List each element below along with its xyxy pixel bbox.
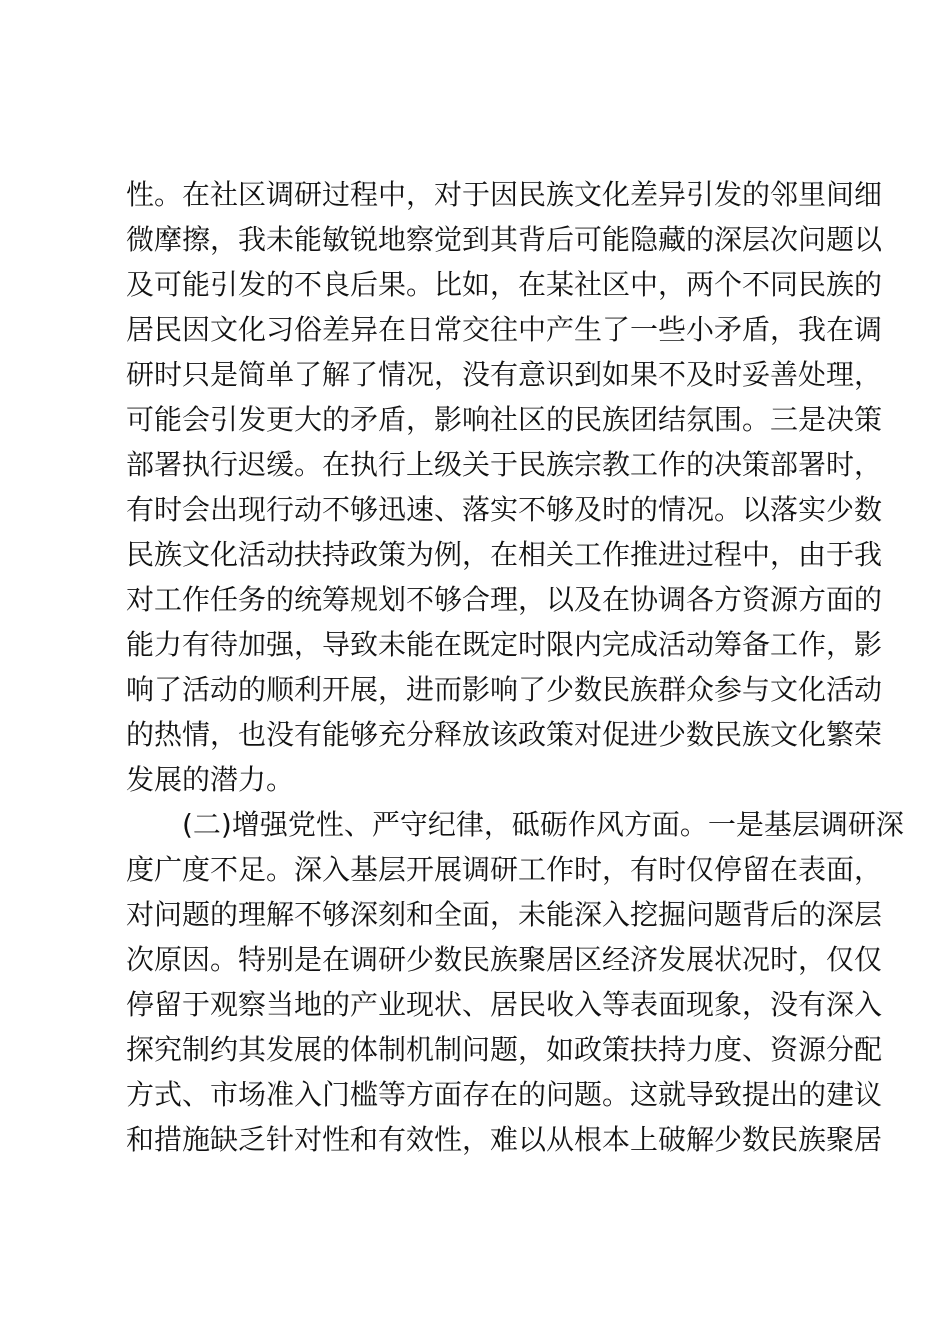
text-line: 有时会出现行动不够迅速、落实不够及时的情况。以落实少数	[126, 493, 883, 526]
text-line: 度广度不足。深入基层开展调研工作时，有时仅停留在表面，	[126, 853, 883, 886]
text-line: 民族文化活动扶持政策为例，在相关工作推进过程中，由于我	[126, 538, 883, 571]
text-line: 及可能引发的不良后果。比如，在某社区中，两个不同民族的	[126, 268, 883, 301]
text-line: 能力有待加强，导致未能在既定时限内完成活动筹备工作，影	[126, 628, 883, 661]
text-line: 性。在社区调研过程中，对于因民族文化差异引发的邻里间细	[126, 178, 883, 211]
text-line: (二)增强党性、严守纪律，砥砺作风方面。一是基层调研深	[182, 808, 904, 841]
text-line: 和措施缺乏针对性和有效性，难以从根本上破解少数民族聚居	[126, 1123, 883, 1156]
text-line: 次原因。特别是在调研少数民族聚居区经济发展状况时，仅仅	[126, 943, 883, 976]
text-line: 可能会引发更大的矛盾，影响社区的民族团结氛围。三是决策	[126, 403, 883, 436]
text-line: 方式、市场准入门槛等方面存在的问题。这就导致提出的建议	[126, 1078, 883, 1111]
text-line: 研时只是简单了解了情况，没有意识到如果不及时妥善处理，	[126, 358, 883, 391]
text-line: 对问题的理解不够深刻和全面，未能深入挖掘问题背后的深层	[126, 898, 883, 931]
text-line: 居民因文化习俗差异在日常交往中产生了一些小矛盾，我在调	[126, 313, 883, 346]
text-line: 对工作任务的统筹规划不够合理，以及在协调各方资源方面的	[126, 583, 883, 616]
text-line: 响了活动的顺利开展，进而影响了少数民族群众参与文化活动	[126, 673, 883, 706]
body-text	[126, 172, 904, 1162]
text-line: 探究制约其发展的体制机制问题，如政策扶持力度、资源分配	[126, 1033, 883, 1066]
text-line: 停留于观察当地的产业现状、居民收入等表面现象，没有深入	[126, 988, 883, 1021]
text-line: 发展的潜力。	[126, 763, 295, 796]
text-line: 微摩擦，我未能敏锐地察觉到其背后可能隐藏的深层次问题以	[126, 223, 883, 256]
text-line: 部署执行迟缓。在执行上级关于民族宗教工作的决策部署时，	[126, 448, 883, 481]
text-line: 的热情，也没有能够充分释放该政策对促进少数民族文化繁荣	[126, 718, 883, 751]
